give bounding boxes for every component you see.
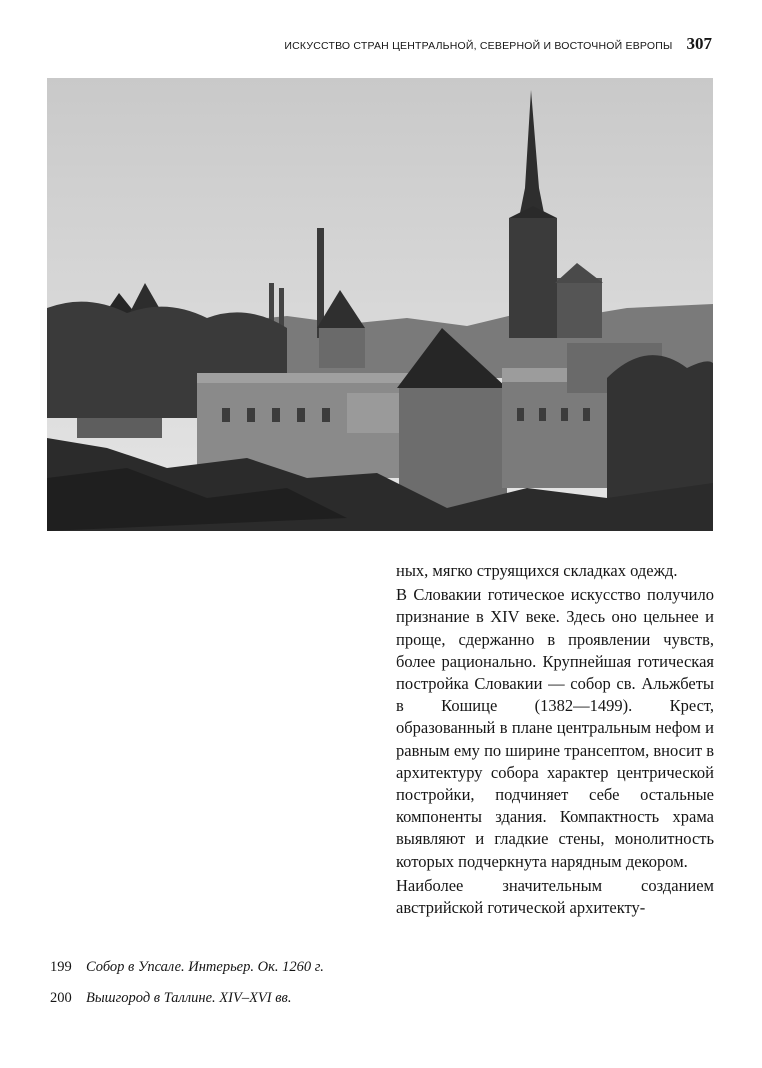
caption-text: Собор в Упсале. Интерьер. Ок. 1260 г. <box>86 959 324 975</box>
caption-text: Вышгород в Таллине. XIV–XVI вв. <box>86 990 292 1006</box>
paragraph: Наиболее значительным созданием австрийской готической архитекту- <box>396 875 714 918</box>
page-number: 307 <box>686 34 712 53</box>
paragraph: ных, мягко струящихся складках одежд. <box>396 561 678 580</box>
caption-200 <box>50 989 372 1007</box>
caption-number: 200 <box>50 990 72 1006</box>
running-title: ИСКУССТВО СТРАН ЦЕНТРАЛЬНОЙ, СЕВЕРНОЙ И ВОСТОЧНОЙ ЕВРОПЫ <box>284 40 673 52</box>
caption-199 <box>50 958 372 976</box>
body-text-column <box>396 560 714 919</box>
photo-tallinn-old-town <box>47 78 713 531</box>
paragraph: В Словакии готическое искусство получило признание в XIV веке. Здесь оно цельнее и проще, сдержанно в проявлении чувств, более рационально. Крупнейшая готическая постройка Словакии — собор св. Альжбеты в Кошице (1382—1499). Крест, образованный в плане центральным нефом и равным ему по ширине трансептом, вносит в архитектуру собора характер центрической постройки, подчиняет себе остальные компоненты здания. Компактность храма выявляют и гладкие стены, монолитность которых подчеркнута нарядным декором. <box>396 585 714 871</box>
caption-number: 199 <box>50 959 72 975</box>
running-header <box>284 34 712 54</box>
figure-captions <box>50 958 372 1020</box>
